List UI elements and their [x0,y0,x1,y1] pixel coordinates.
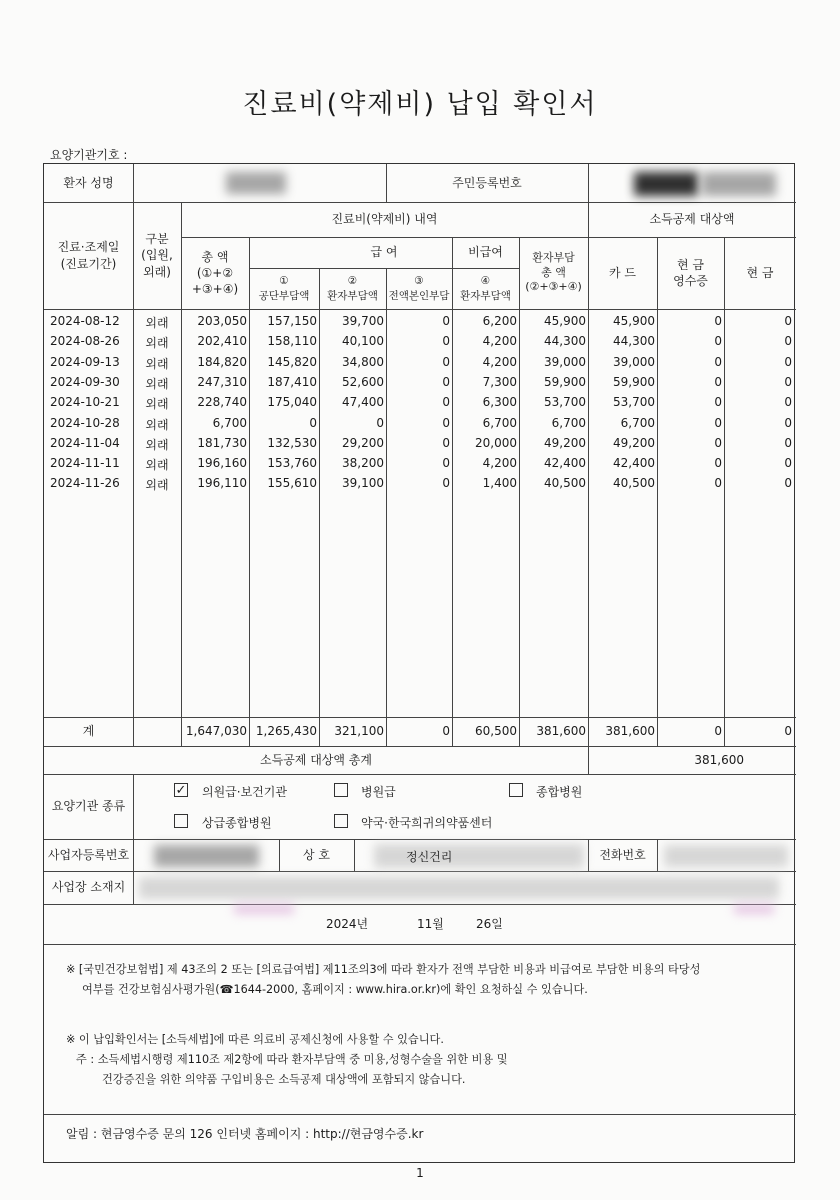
cell-c3: 0 [442,314,450,328]
cell-total: 202,410 [197,334,247,349]
checkbox-hospital[interactable] [334,783,348,797]
rrn-redaction-2 [702,172,776,196]
totals-label: 계 [82,724,95,739]
cell-patient-total: 44,300 [544,334,586,349]
cell-card: 42,400 [613,456,655,471]
header-noncovered: 비급여 [468,245,503,260]
option-hospital-label: 병원급 [361,785,396,799]
cell-type: 외래 [145,458,169,473]
cell-total: 228,740 [197,395,247,410]
cell-c2: 52,600 [342,374,384,389]
cash-receipt-notice: 알림 : 현금영수증 문의 126 인터넷 홈페이지 : http://현금영수증.kr [66,1127,424,1141]
cell-c1: 187,410 [267,374,317,389]
cell-total: 247,310 [197,374,247,389]
cell-cash: 0 [784,395,792,410]
cell-c2: 47,400 [342,395,384,410]
cell-cash-receipt: 0 [714,374,722,389]
cell-c2: 38,200 [342,456,384,471]
check-icon: ✓ [175,782,187,798]
cell-card: 59,900 [613,374,655,389]
cell-c3: 0 [442,435,450,450]
cell-c3: 0 [442,456,450,471]
cell-type: 외래 [145,397,169,412]
checkbox-clinic[interactable] [174,783,188,797]
cell-c4: 6,200 [482,314,517,328]
header-c3: ③ 전액본인부담 [388,275,450,302]
cell-date: 2024-09-13 [50,354,120,369]
cell-c1: 175,040 [267,395,317,410]
cell-c1: 155,610 [267,476,317,491]
cell-c3: 0 [442,334,450,349]
cell-card: 44,300 [613,334,655,349]
rrn-label: 주민등록번호 [452,175,522,190]
cell-type: 외래 [145,316,169,330]
cell-total: 181,730 [197,435,247,450]
option-pharmacy-label: 약국·한국희귀의약품센터 [361,816,493,830]
note2-line2: 주 : 소득세법시행령 제110조 제2항에 따라 환자부담액 중 미용,성형수술을 위한 비용 및 [76,1053,508,1066]
totals-patient-total: 381,600 [536,724,586,738]
cell-total: 196,110 [197,476,247,491]
cell-c4: 20,000 [475,435,517,450]
header-patient-total: 환자부담 총 액 (②+③+④) [525,250,582,294]
rrn-redaction-1 [634,172,698,196]
document-title: 진료비(약제비) 납입 확인서 [242,89,598,120]
cell-patient-total: 53,700 [544,395,586,410]
cell-cash-receipt: 0 [714,415,722,430]
cell-c2: 0 [376,415,384,430]
cell-date: 2024-11-11 [50,456,120,471]
totals-c4: 60,500 [475,724,517,738]
page-number: 1 [416,1166,424,1180]
cell-c2: 29,200 [342,435,384,450]
cell-patient-total: 42,400 [544,456,586,471]
header-deduction-target: 소득공제 대상액 [649,212,735,227]
cell-card: 45,900 [613,314,655,328]
issue-date-year: 2024년 [326,917,369,931]
cell-card: 6,700 [620,415,655,430]
cell-c4: 4,200 [482,456,517,471]
checkbox-general-hospital[interactable] [509,783,523,797]
totals-c1: 1,265,430 [255,724,317,738]
cell-c2: 39,100 [342,476,384,491]
cell-date: 2024-10-21 [50,395,120,410]
checkbox-pharmacy[interactable] [334,814,348,828]
totals-c2: 321,100 [334,724,384,738]
cell-cash-receipt: 0 [714,354,722,369]
cell-card: 49,200 [613,435,655,450]
cell-cash-receipt: 0 [714,395,722,410]
cell-patient-total: 6,700 [551,415,586,430]
cell-cash-receipt: 0 [714,334,722,349]
cell-c2: 40,100 [342,334,384,349]
cell-date: 2024-10-28 [50,415,120,430]
cell-cash-receipt: 0 [714,314,722,328]
cell-cash-receipt: 0 [714,456,722,471]
header-details: 진료비(약제비) 내역 [331,212,438,227]
patient-name-redaction [226,172,286,194]
cell-patient-total: 45,900 [544,314,586,328]
cell-total: 184,820 [197,354,247,369]
note1-line2: 여부를 건강보험심사평가원(☎1644-2000, 홈페이지 : www.hira.or.kr)에 확인 요청하실 수 있습니다. [82,983,588,996]
cell-c1: 145,820 [267,354,317,369]
address-redaction-tail-2 [734,904,774,914]
issue-date-month: 11월 [417,917,444,931]
header-cash: 현 금 [746,265,774,280]
header-card: 카 드 [609,265,636,280]
option-tertiary-hospital-label: 상급종합병원 [202,816,272,830]
cell-total: 203,050 [197,314,247,328]
cell-date: 2024-11-26 [50,476,120,491]
cell-c3: 0 [442,354,450,369]
cell-cash: 0 [784,456,792,471]
cell-type: 외래 [145,417,169,432]
header-total: 총 액 (①+② +③+④) [191,249,239,297]
header-period: 진료·조제일 (진료기간) [57,240,120,271]
institution-code-label: 요양기관기호 : [50,148,128,162]
business-name-label: 상 호 [303,847,330,862]
option-general-hospital-label: 종합병원 [536,785,583,799]
address-redaction-tail-1 [234,904,294,914]
cell-type: 외래 [145,336,169,351]
patient-name-label: 환자 성명 [63,175,114,190]
address-label: 사업장 소재지 [51,880,126,895]
cell-card: 39,000 [613,354,655,369]
cell-c4: 4,200 [482,334,517,349]
cell-date: 2024-08-12 [50,314,120,328]
cell-cash: 0 [784,476,792,491]
note1-line1: ※ [국민건강보험법] 제 43조의 2 또는 [의료급여법] 제11조의3에 따라 환자가 전액 부담한 비용과 비급여로 부담한 비용의 타당성 [66,963,701,976]
cell-c3: 0 [442,395,450,410]
header-covered: 급 여 [370,245,398,260]
address-redaction [139,877,779,899]
issue-date-day: 26일 [476,917,503,931]
cell-c1: 158,110 [267,334,317,349]
receipt-form [43,163,795,1163]
business-reg-redaction [154,845,259,867]
deduction-total-value: 381,600 [694,753,744,767]
phone-label: 전화번호 [599,847,646,862]
option-clinic-label: 의원급·보건기관 [202,785,287,799]
cell-c3: 0 [442,415,450,430]
cell-c4: 6,300 [482,395,517,410]
cell-c1: 157,150 [267,314,317,328]
cell-cash: 0 [784,314,792,328]
cell-type: 외래 [145,478,169,493]
cell-c4: 1,400 [482,476,517,491]
cell-patient-total: 49,200 [544,435,586,450]
totals-cash: 0 [784,724,792,738]
header-cash-receipt: 현 금 영수증 [673,257,708,288]
business-reg-label: 사업자등록번호 [47,847,130,862]
cell-patient-total: 59,900 [544,374,586,389]
header-c4: ④ 환자부담액 [460,275,511,302]
cell-total: 196,160 [197,456,247,471]
totals-total: 1,647,030 [185,724,247,738]
cell-cash: 0 [784,374,792,389]
cell-cash-receipt: 0 [714,435,722,450]
cell-cash: 0 [784,415,792,430]
cell-c3: 0 [442,476,450,491]
cell-type: 외래 [145,437,169,452]
note2-line3: 건강증진을 위한 의약품 구입비용은 소득공제 대상액에 포함되지 않습니다. [102,1073,466,1086]
cell-c1: 132,530 [267,435,317,450]
totals-card: 381,600 [605,724,655,738]
institution-type-label: 요양기관 종류 [51,799,126,814]
cell-c2: 39,700 [342,314,384,328]
deduction-total-label: 소득공제 대상액 총계 [260,752,372,767]
cell-card: 53,700 [613,395,655,410]
business-name-value: 정신건리 [406,850,453,864]
cell-type: 외래 [145,356,169,371]
header-c2: ② 환자부담액 [327,275,378,302]
cell-cash: 0 [784,334,792,349]
checkbox-tertiary-hospital[interactable] [174,814,188,828]
header-c1: ① 공단부담액 [258,275,310,302]
cell-date: 2024-08-26 [50,334,120,349]
cell-cash: 0 [784,354,792,369]
cell-patient-total: 40,500 [544,476,586,491]
cell-c3: 0 [442,374,450,389]
cell-c4: 7,300 [482,374,517,389]
cell-c1: 0 [309,415,317,430]
cell-c4: 6,700 [482,415,517,430]
cell-type: 외래 [145,376,169,391]
cell-date: 2024-11-04 [50,435,120,450]
cell-card: 40,500 [613,476,655,491]
cell-date: 2024-09-30 [50,374,120,389]
phone-redaction [664,845,788,867]
cell-c2: 34,800 [342,354,384,369]
cell-cash-receipt: 0 [714,476,722,491]
cell-cash: 0 [784,435,792,450]
totals-c3: 0 [442,724,450,738]
cell-patient-total: 39,000 [544,354,586,369]
cell-total: 6,700 [212,415,247,430]
header-type: 구분 (입원, 외래) [141,232,173,279]
cell-c4: 4,200 [482,354,517,369]
note2-line1: ※ 이 납입확인서는 [소득세법]에 따른 의료비 공제신청에 사용할 수 있습니다. [66,1033,444,1046]
cell-c1: 153,760 [267,456,317,471]
totals-cash-receipt: 0 [714,724,722,738]
